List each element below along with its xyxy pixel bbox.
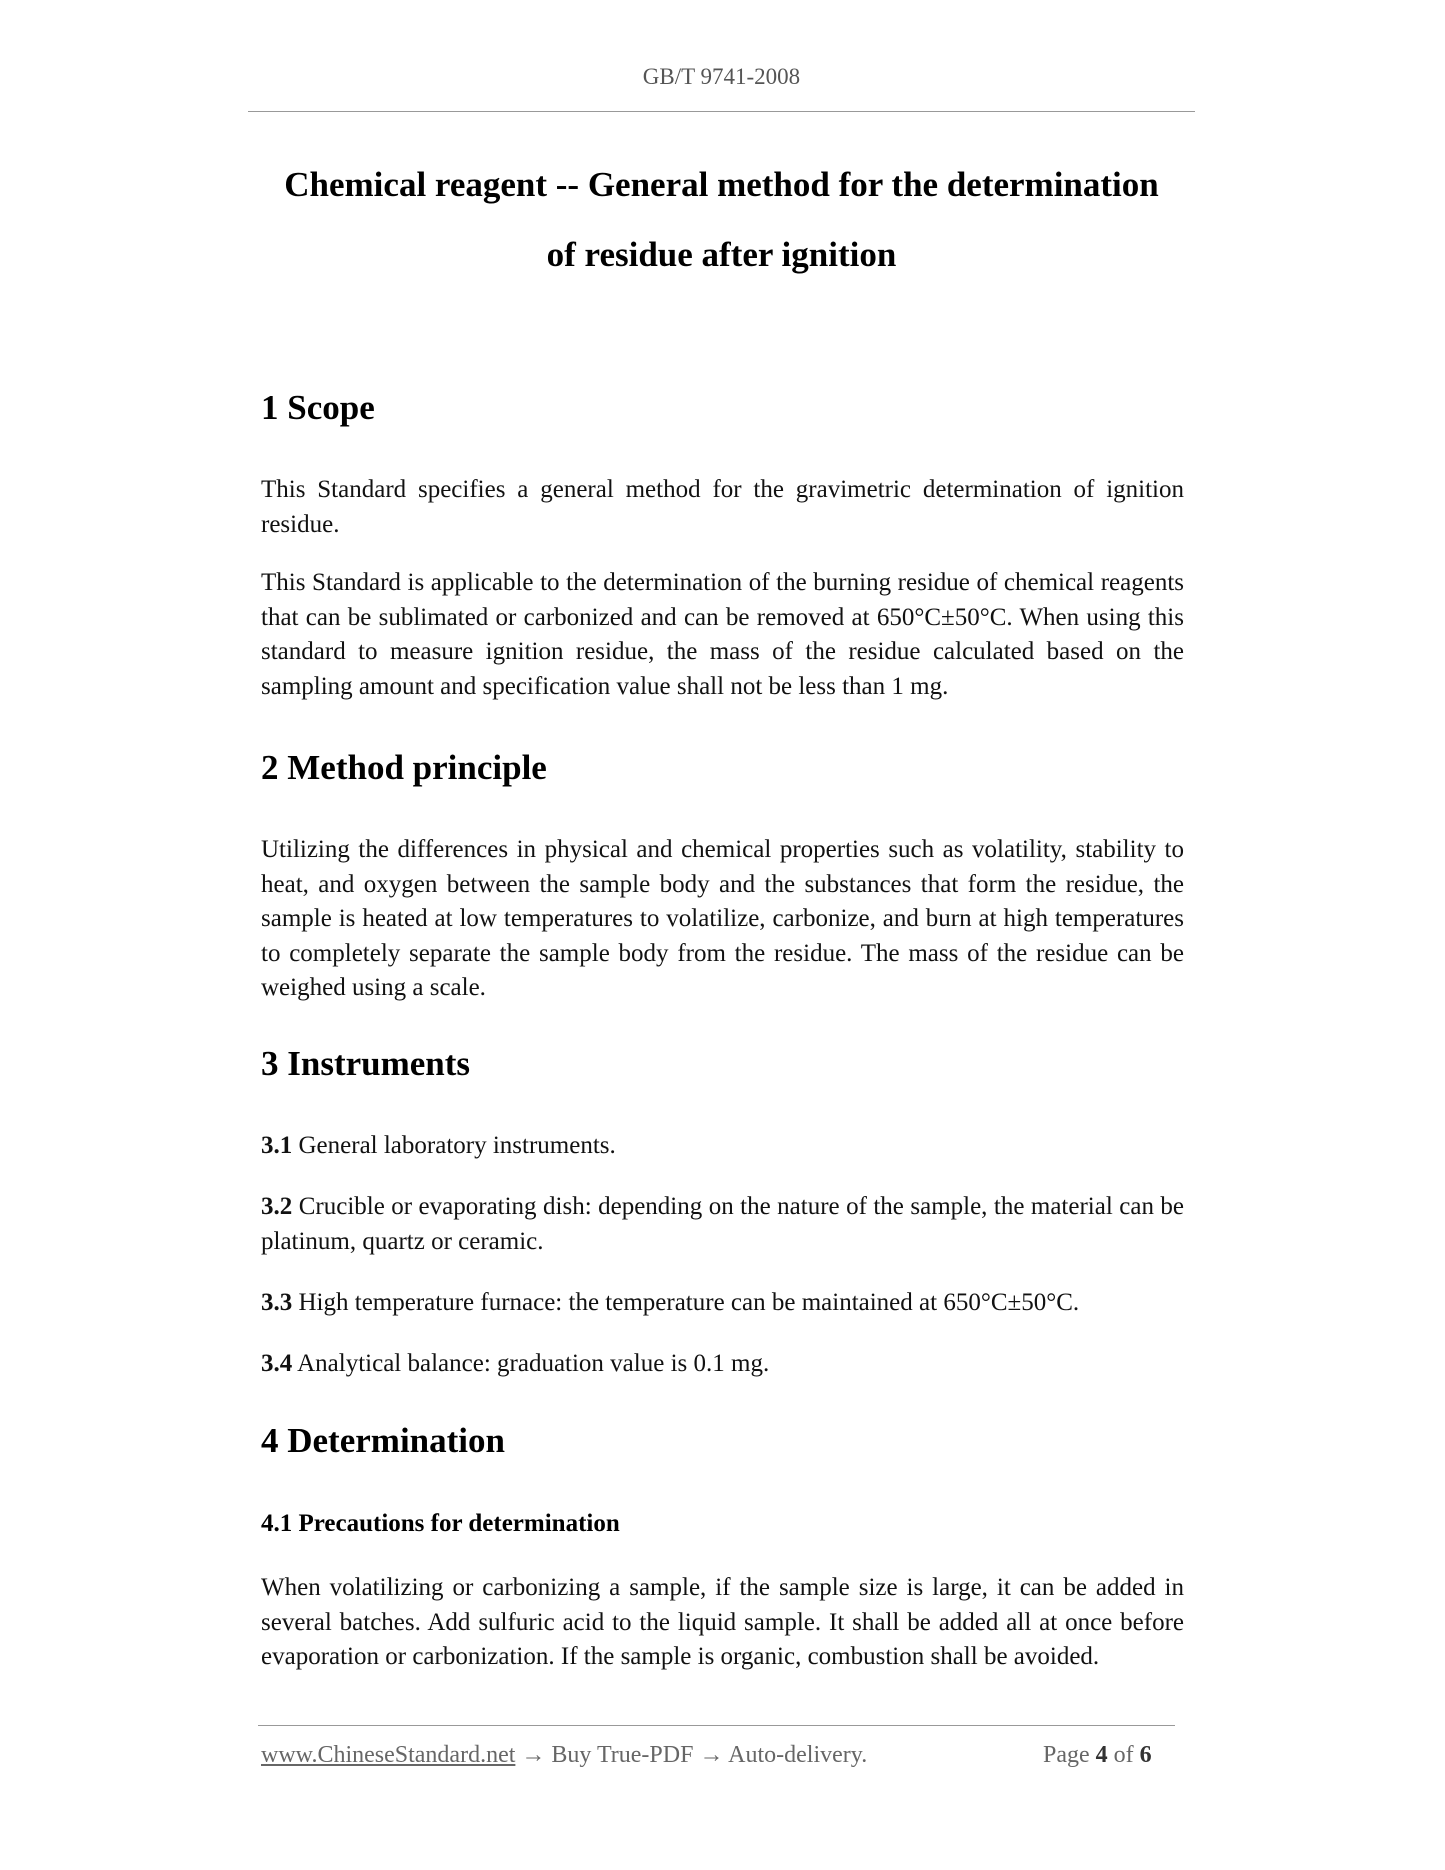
instrument-item-number: 3.3 (261, 1289, 293, 1316)
section-1-paragraph-1: This Standard specifies a general method for the gravimetric determination of ignition residue. (261, 476, 1184, 538)
document-title (248, 150, 1195, 290)
page-number (1043, 1742, 1152, 1769)
subsection-4-1-heading: 4.1 Precautions for determination (261, 1510, 620, 1537)
title-line-2: of residue after ignition (546, 235, 897, 274)
title-line-1: Chemical reagent -- General method for the determination (284, 165, 1159, 204)
section-2-paragraph-1: Utilizing the differences in physical and chemical properties such as volatility, stability to heat, and oxygen between the sample body and the substances that form the residue, the sample is heated at low temperatures to volatilize, carbonize, and burn at high temperatures to completely separate the sample body from the residue. The mass of the residue can be weighed using a scale. (261, 836, 1184, 1001)
instrument-item (261, 1190, 1184, 1259)
instrument-item-number: 3.2 (261, 1193, 293, 1220)
instrument-item-number: 3.1 (261, 1132, 293, 1159)
instrument-item-text: General laboratory instruments. (298, 1132, 616, 1159)
section-1-paragraph-2: This Standard is applicable to the determination of the burning residue of chemical reagents that can be sublimated or carbonized and can be removed at 650°C±50°C. When using this standard to measure ignition residue, the mass of the residue calculated based on the sampling amount and specification value shall not be less than 1 mg. (261, 569, 1184, 700)
page-current: 4 (1095, 1742, 1108, 1768)
page-total: 6 (1139, 1742, 1152, 1768)
arrow-right-icon: → (699, 1742, 724, 1768)
instrument-item (261, 1286, 1184, 1321)
running-header: GB/T 9741-2008 (642, 64, 801, 89)
header-divider (248, 111, 1195, 112)
page-label: Page (1043, 1742, 1090, 1768)
arrow-right-icon: → (521, 1742, 546, 1768)
section-2-heading: 2 Method principle (261, 748, 547, 787)
footer-divider (258, 1725, 1175, 1726)
instrument-item-text: Analytical balance: graduation value is 0.1 mg. (297, 1350, 770, 1377)
instrument-item (261, 1129, 1184, 1164)
instrument-item-text: Crucible or evaporating dish: depending on the nature of the sample, the material can be platinum, quartz or ceramic. (261, 1193, 1185, 1255)
page-of-label: of (1113, 1742, 1134, 1768)
section-4-heading: 4 Determination (261, 1421, 505, 1460)
footer-links (261, 1742, 867, 1769)
section-4-paragraph-1: When volatilizing or carbonizing a sample, if the sample size is large, it can be added in several batches. Add sulfuric acid to the liquid sample. It shall be added all at once before evaporation or carbonization. If the sample is organic, combustion shall be avoided. (261, 1574, 1184, 1670)
buy-pdf-text: Buy True-PDF (551, 1742, 694, 1768)
instrument-item-number: 3.4 (261, 1350, 293, 1377)
section-1-heading: 1 Scope (261, 388, 375, 427)
section-3-heading: 3 Instruments (261, 1044, 471, 1083)
instrument-item (261, 1347, 1184, 1382)
website-link[interactable]: www.ChineseStandard.net (261, 1742, 516, 1768)
auto-delivery-text: Auto-delivery. (728, 1742, 868, 1768)
instrument-item-text: High temperature furnace: the temperature can be maintained at 650°C±50°C. (298, 1289, 1080, 1316)
